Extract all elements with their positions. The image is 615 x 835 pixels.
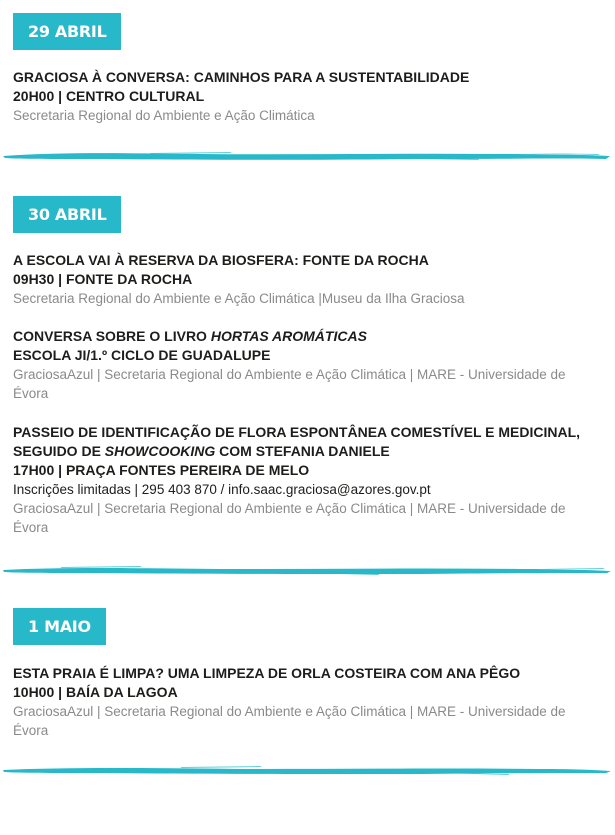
- brush-divider: [0, 150, 615, 162]
- event-organizers: GraciosaAzul | Secretaria Regional do Ambiente e Ação Climática | MARE - Universidade de Évora: [13, 367, 566, 401]
- event-title-line1: PASSEIO DE IDENTIFICAÇÃO DE FLORA ESPONTÂNEA COMESTÍVEL E MEDICINAL,: [13, 424, 581, 440]
- event-registration-info: Inscrições limitadas | 295 403 870 / info.saac.graciosa@azores.gov.pt: [13, 482, 431, 497]
- event-title: [13, 327, 598, 346]
- event-organizers: Secretaria Regional do Ambiente e Ação Climática |Museu da Ilha Graciosa: [13, 291, 465, 306]
- event-title-prefix: CONVERSA SOBRE O LIVRO: [13, 328, 211, 344]
- event-title: GRACIOSA À CONVERSA: CAMINHOS PARA A SUSTENTABILIDADE: [13, 69, 470, 85]
- date-badge-29-abril: 29 ABRIL: [13, 13, 121, 50]
- event-organizers: Secretaria Regional do Ambiente e Ação Climática: [13, 108, 315, 123]
- date-badge-1-maio: 1 MAIO: [13, 608, 106, 645]
- event-title-prefix: SEGUIDO DE: [13, 443, 105, 459]
- event-organizers: GraciosaAzul | Secretaria Regional do Ambiente e Ação Climática | MARE - Universidade de Évora: [13, 704, 566, 738]
- event-title-suffix: COM STEFANIA DANIELE: [215, 443, 390, 459]
- event-title-book: HORTAS AROMÁTICAS: [210, 328, 367, 344]
- event-time-location: 10H00 | BAÍA DA LAGOA: [13, 684, 178, 700]
- event-praia-limpa: [13, 664, 598, 740]
- event-time-location: 09H30 | FONTE DA ROCHA: [13, 271, 193, 287]
- date-badge-30-abril: 30 ABRIL: [13, 196, 121, 233]
- event-escola-reserva-biosfera: [13, 251, 598, 308]
- event-time-location: 17H00 | PRAÇA FONTES PEREIRA DE MELO: [13, 462, 310, 478]
- event-passeio-flora: [13, 423, 598, 537]
- event-organizers: GraciosaAzul | Secretaria Regional do Ambiente e Ação Climática | MARE - Universidade de Évora: [13, 501, 566, 535]
- brush-divider: [0, 564, 615, 576]
- event-conversa-livro: [13, 327, 598, 403]
- event-time-location: 20H00 | CENTRO CULTURAL: [13, 88, 205, 104]
- event-title: ESTA PRAIA É LIMPA? UMA LIMPEZA DE ORLA COSTEIRA COM ANA PÊGO: [13, 665, 521, 681]
- event-title: A ESCOLA VAI À RESERVA DA BIOSFERA: FONTE DA ROCHA: [13, 252, 429, 268]
- event-time-location: ESCOLA JI/1.º CICLO DE GUADALUPE: [13, 347, 271, 363]
- event-graciosa-a-conversa: [13, 68, 598, 125]
- event-title-line2: [13, 442, 598, 461]
- brush-divider: [0, 764, 615, 776]
- event-title-showcooking: SHOWCOOKING: [104, 443, 216, 459]
